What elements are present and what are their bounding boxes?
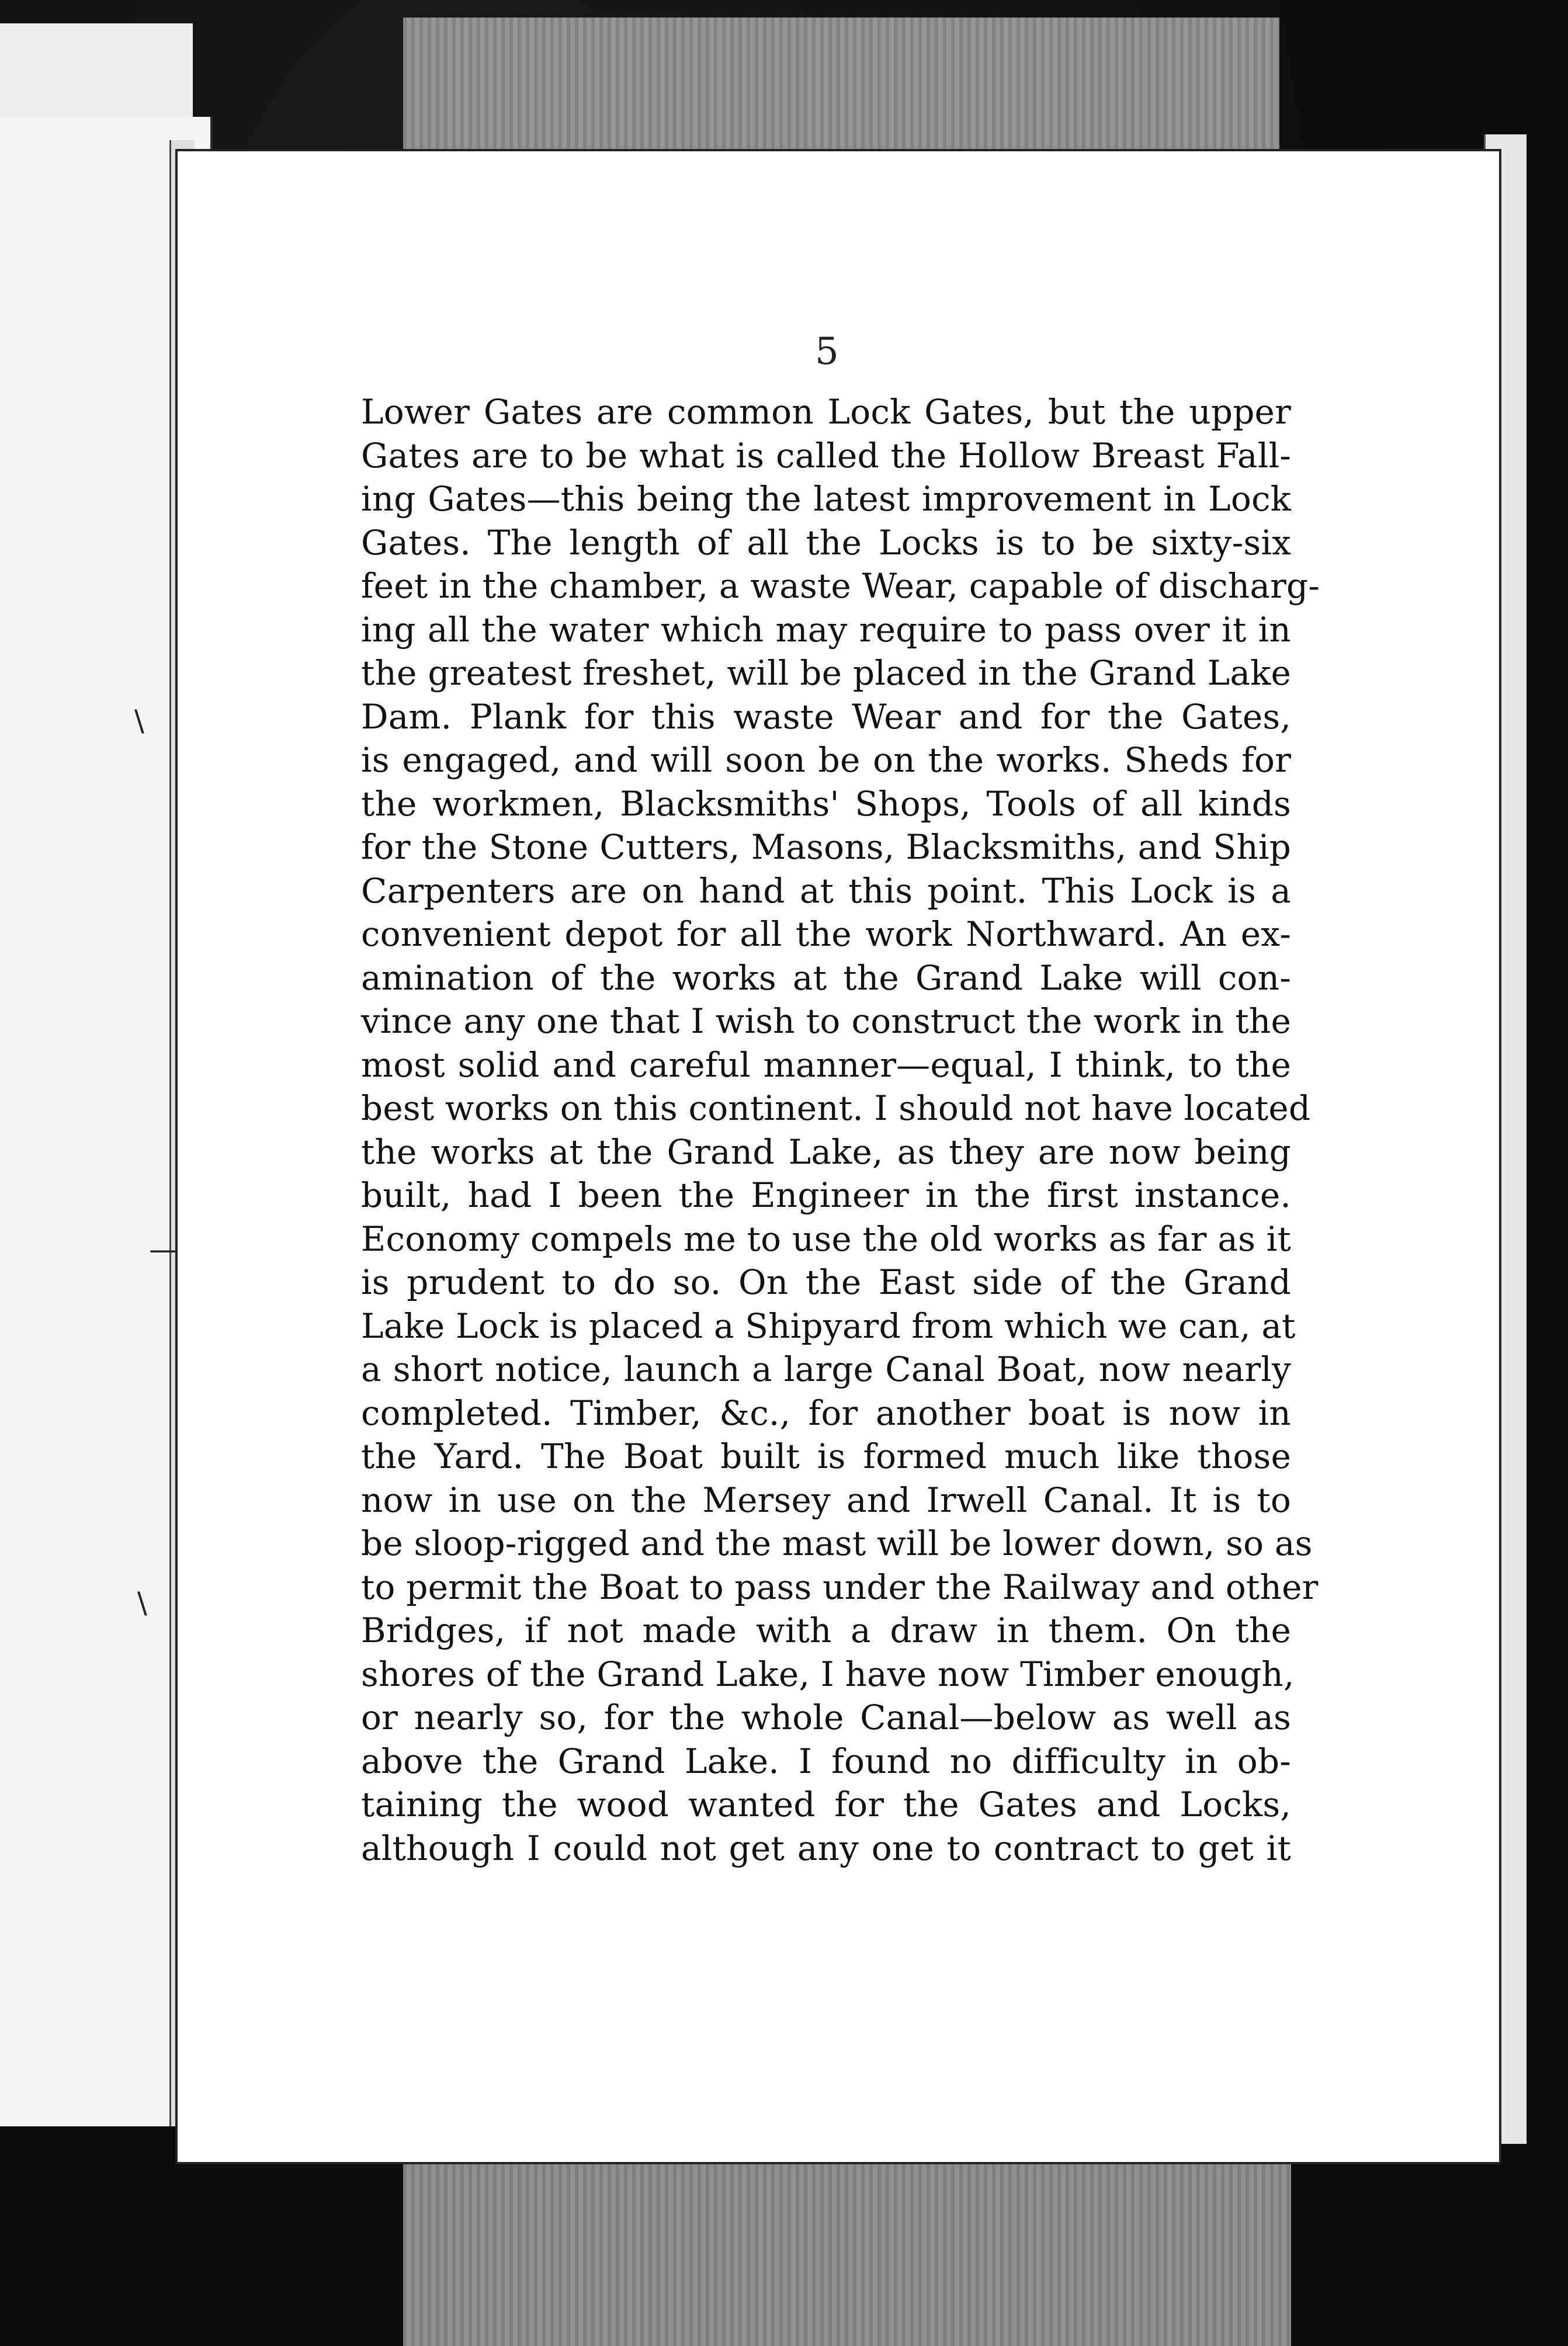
text-line: completed. Timber, &c., for another boat is now in [361,1393,1291,1433]
text-line: or nearly so, for the whole Canal—below as well as [361,1698,1291,1737]
text-line: to permit the Boat to pass under the Railway and other [361,1567,1319,1607]
page-number: 5 [815,330,839,373]
text-line: be sloop-rigged and the mast will be lower down, so as [361,1523,1313,1563]
text-line: taining the wood wanted for the Gates and Locks, [361,1785,1291,1824]
text-line: is engaged, and will soon be on the works. Sheds for [361,740,1291,780]
background-paper-top [403,18,1279,152]
text-line: Carpenters are on hand at this point. This Lock is a [361,870,1291,911]
text-line: Gates. The length of all the Locks is to be sixty-six [361,522,1291,563]
text-line: a short notice, launch a large Canal Boat, now nearly [361,1349,1291,1389]
text-line: the Yard. The Boat built is formed much like those [361,1436,1291,1476]
text-line: amination of the works at the Grand Lake will con- [361,957,1291,998]
margin-mark: \ [134,704,144,738]
text-line: feet in the chamber, a waste Wear, capable of discharg- [361,566,1320,606]
text-line: the greatest freshet, will be placed in the Grand Lake [361,653,1291,693]
text-line: ing Gates—this being the latest improvement in Lock [361,479,1291,519]
left-page-top-edge [0,23,193,130]
margin-mark: \ [137,1586,147,1620]
text-line: most solid and careful manner—equal, I think, to the [361,1044,1291,1085]
text-line: Lower Gates are common Lock Gates, but the upper [361,392,1291,432]
body-text [361,390,1320,1870]
text-line: convenient depot for all the work Northward. An ex- [361,914,1291,954]
text-line: best works on this continent. I should not have located [361,1088,1311,1128]
text-line: although I could not get any one to contract to get it [361,1828,1291,1868]
text-line: for the Stone Cutters, Masons, Blacksmiths, and Ship [361,827,1291,867]
text-line: shores of the Grand Lake, I have now Timber enough, [361,1654,1295,1694]
text-line: Gates are to be what is called the Hollow Breast Fall- [361,435,1291,476]
text-line: Lake Lock is placed a Shipyard from which we can, at [361,1306,1296,1346]
text-line: now in use on the Mersey and Irwell Canal. It is to [361,1480,1291,1520]
text-line: ing all the water which may require to pass over it in [361,609,1291,650]
text-line: Bridges, if not made with a draw in them. On the [361,1611,1291,1650]
text-line: above the Grand Lake. I found no difficulty in ob- [361,1741,1291,1781]
margin-mark: — [149,1233,178,1266]
text-line: Dam. Plank for this waste Wear and for the Gates, [361,696,1291,737]
text-line: the works at the Grand Lake, as they are now being [361,1132,1291,1172]
text-line: vince any one that I wish to construct the work in the [361,1001,1291,1041]
text-line: built, had I been the Engineer in the first instance. [361,1175,1291,1215]
text-line: is prudent to do so. On the East side of the Grand [361,1262,1291,1302]
text-line: the workmen, Blacksmiths' Shops, Tools of all kinds [361,783,1291,824]
text-line: Economy compels me to use the old works as far as it [361,1219,1291,1259]
